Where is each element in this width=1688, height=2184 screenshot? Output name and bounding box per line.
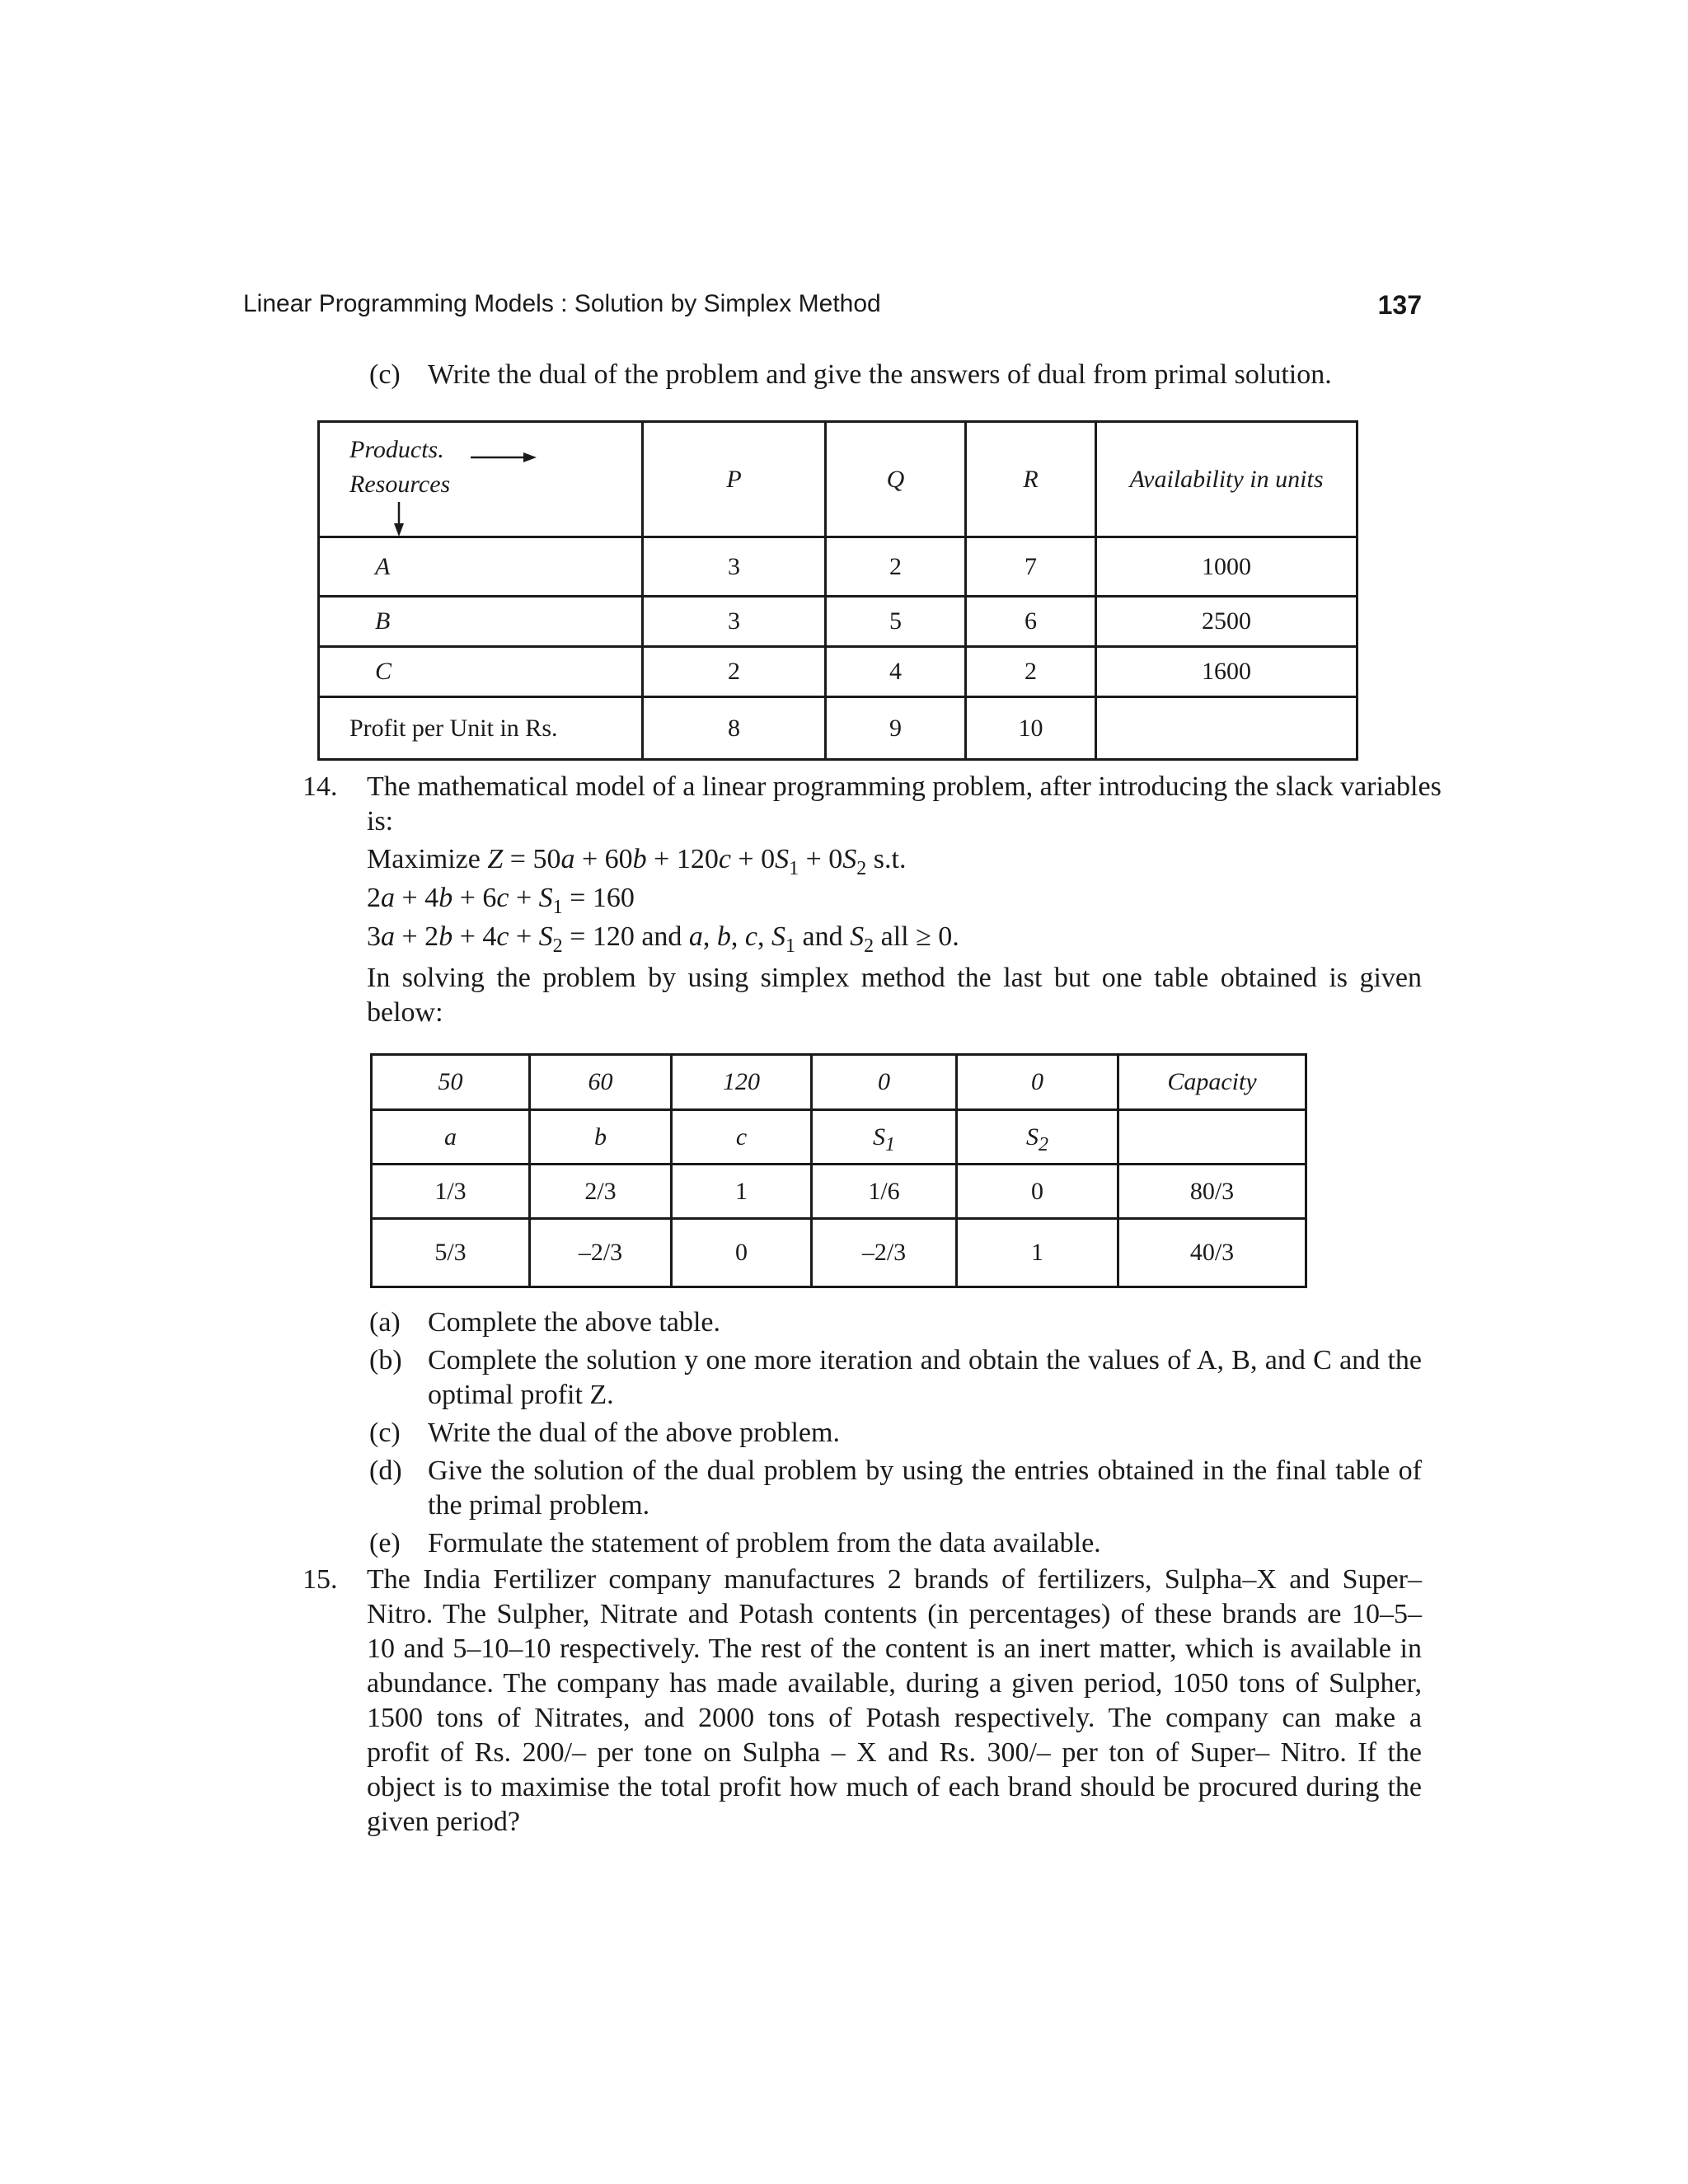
table-cell: 0 [812, 1055, 957, 1110]
table-cell: b [530, 1110, 672, 1165]
page-number: 137 [1377, 290, 1422, 320]
q15-line: abundance. The company has made available, during a given period, 1050 tons of Sulpher, [367, 1668, 1422, 1699]
q14-line: is: [367, 806, 394, 837]
q14-line: The mathematical model of a linear programming problem, after introducing the slack variables [367, 771, 1442, 802]
q14-line: below: [367, 997, 443, 1028]
resource-table-header-row [319, 422, 1357, 537]
down-arrow-icon [392, 502, 406, 538]
simplex-table [370, 1053, 1307, 1288]
table-cell: 1600 [1096, 647, 1357, 697]
table-cell: 0 [672, 1219, 812, 1287]
table-cell: 0 [957, 1055, 1118, 1110]
question-15-number: 15. [302, 1564, 338, 1595]
row-label: Profit per Unit in Rs. [319, 697, 643, 760]
q14-constraint-1: $2a + 4b + 6c + S_1 = 160$ [367, 883, 635, 918]
part-text: Complete the above table. [428, 1307, 720, 1338]
table-cell: 2 [966, 647, 1096, 697]
table-cell: 1/6 [812, 1165, 957, 1219]
table-cell: 2 [826, 537, 966, 597]
part-text: Give the solution of the dual problem by using the entries obtained in the final table of [428, 1455, 1422, 1486]
intro-item-label: (c) [369, 359, 401, 390]
q14-constraint-2: $3a + 2b + 4c + S_2 = 120$ and a, b, c, $S_1$ and $S_2$ all ≥ 0. [367, 921, 959, 957]
table-cell: 1 [957, 1219, 1118, 1287]
corner-products-label: Products. [349, 436, 444, 463]
part-label: (c) [369, 1418, 401, 1448]
table-cell: 10 [966, 697, 1096, 760]
table-cell: 2500 [1096, 597, 1357, 647]
table-row [372, 1219, 1306, 1287]
q15-line: given period? [367, 1807, 520, 1837]
table-cell: 7 [966, 537, 1096, 597]
table-cell: 0 [957, 1165, 1118, 1219]
table-row [319, 697, 1357, 760]
q15-line: 1500 tons of Nitrates, and 2000 tons of Potash respectively. The company can make a [367, 1703, 1422, 1733]
part-text: Write the dual of the above problem. [428, 1418, 840, 1448]
table-cell: 120 [672, 1055, 812, 1110]
col-header-availability: Availability in units [1096, 422, 1357, 537]
q15-line: object is to maximise the total profit how much of each brand should be procured during the [367, 1772, 1422, 1802]
table-cell: 1000 [1096, 537, 1357, 597]
table-cell: 1/3 [372, 1165, 530, 1219]
part-text: Formulate the statement of problem from the data available. [428, 1528, 1101, 1558]
table-row [319, 597, 1357, 647]
row-label: A [319, 537, 643, 597]
question-14-number: 14. [302, 771, 338, 802]
intro-item-text: Write the dual of the problem and give the answers of dual from primal solution. [428, 359, 1332, 390]
part-label: (e) [369, 1528, 401, 1558]
table-cell: 2 [643, 647, 826, 697]
resource-table [317, 420, 1358, 761]
row-label: B [319, 597, 643, 647]
table-cell: $S_1$ [812, 1110, 957, 1165]
col-header-p: P [643, 422, 826, 537]
q15-line: 10 and 5–10–10 respectively. The rest of the content is an inert matter, which is available in [367, 1633, 1422, 1664]
table-row [319, 537, 1357, 597]
part-label: (b) [369, 1345, 402, 1376]
table-cell: 80/3 [1118, 1165, 1306, 1219]
row-label: C [319, 647, 643, 697]
table-row [319, 647, 1357, 697]
part-text: the primal problem. [428, 1490, 650, 1521]
table-cell: $S_2$ [957, 1110, 1118, 1165]
table-cell: c [672, 1110, 812, 1165]
table-cell [1096, 697, 1357, 760]
corner-resources-label: Resources [349, 471, 451, 498]
q15-line: Nitro. The Sulpher, Nitrate and Potash contents (in percentages) of these brands are 10–5– [367, 1599, 1422, 1629]
table-cell: 4 [826, 647, 966, 697]
table-cell: –2/3 [812, 1219, 957, 1287]
table-cell: 1 [672, 1165, 812, 1219]
table-cell: 40/3 [1118, 1219, 1306, 1287]
q15-line: The India Fertilizer company manufactures 2 brands of fertilizers, Sulpha–X and Super– [367, 1564, 1422, 1595]
table-cell: 60 [530, 1055, 672, 1110]
table-cell: 8 [643, 697, 826, 760]
table-cell: 5 [826, 597, 966, 647]
part-label: (d) [369, 1455, 402, 1486]
chapter-title: Linear Programming Models : Solution by Simplex Method [243, 290, 881, 317]
table-cell [1118, 1110, 1306, 1165]
table-cell: 2/3 [530, 1165, 672, 1219]
table-cell: 9 [826, 697, 966, 760]
table-corner-cell [319, 422, 643, 537]
col-header-r: R [966, 422, 1096, 537]
variable-row [372, 1110, 1306, 1165]
coefficient-row [372, 1055, 1306, 1110]
table-cell: 3 [643, 537, 826, 597]
part-text: Complete the solution y one more iteration and obtain the values of A, B, and C and the [428, 1345, 1422, 1376]
right-arrow-icon [471, 451, 537, 464]
table-cell: 50 [372, 1055, 530, 1110]
table-cell: 6 [966, 597, 1096, 647]
table-cell: a [372, 1110, 530, 1165]
table-row [372, 1165, 1306, 1219]
part-label: (a) [369, 1307, 401, 1338]
col-header-q: Q [826, 422, 966, 537]
part-text: optimal profit Z. [428, 1380, 614, 1410]
table-cell: 3 [643, 597, 826, 647]
q14-line: In solving the problem by using simplex method the last but one table obtained is given [367, 963, 1422, 993]
table-cell: –2/3 [530, 1219, 672, 1287]
capacity-header: Capacity [1118, 1055, 1306, 1110]
running-header [243, 290, 1422, 323]
q15-line: profit of Rs. 200/– per tone on Sulpha – X and Rs. 300/– per ton of Super– Nitro. If the [367, 1737, 1422, 1768]
table-cell: 5/3 [372, 1219, 530, 1287]
q14-objective: Maximize $Z = 50a + 60b + 120c + 0S_1 + 0S_2$ s.t. [367, 844, 907, 879]
